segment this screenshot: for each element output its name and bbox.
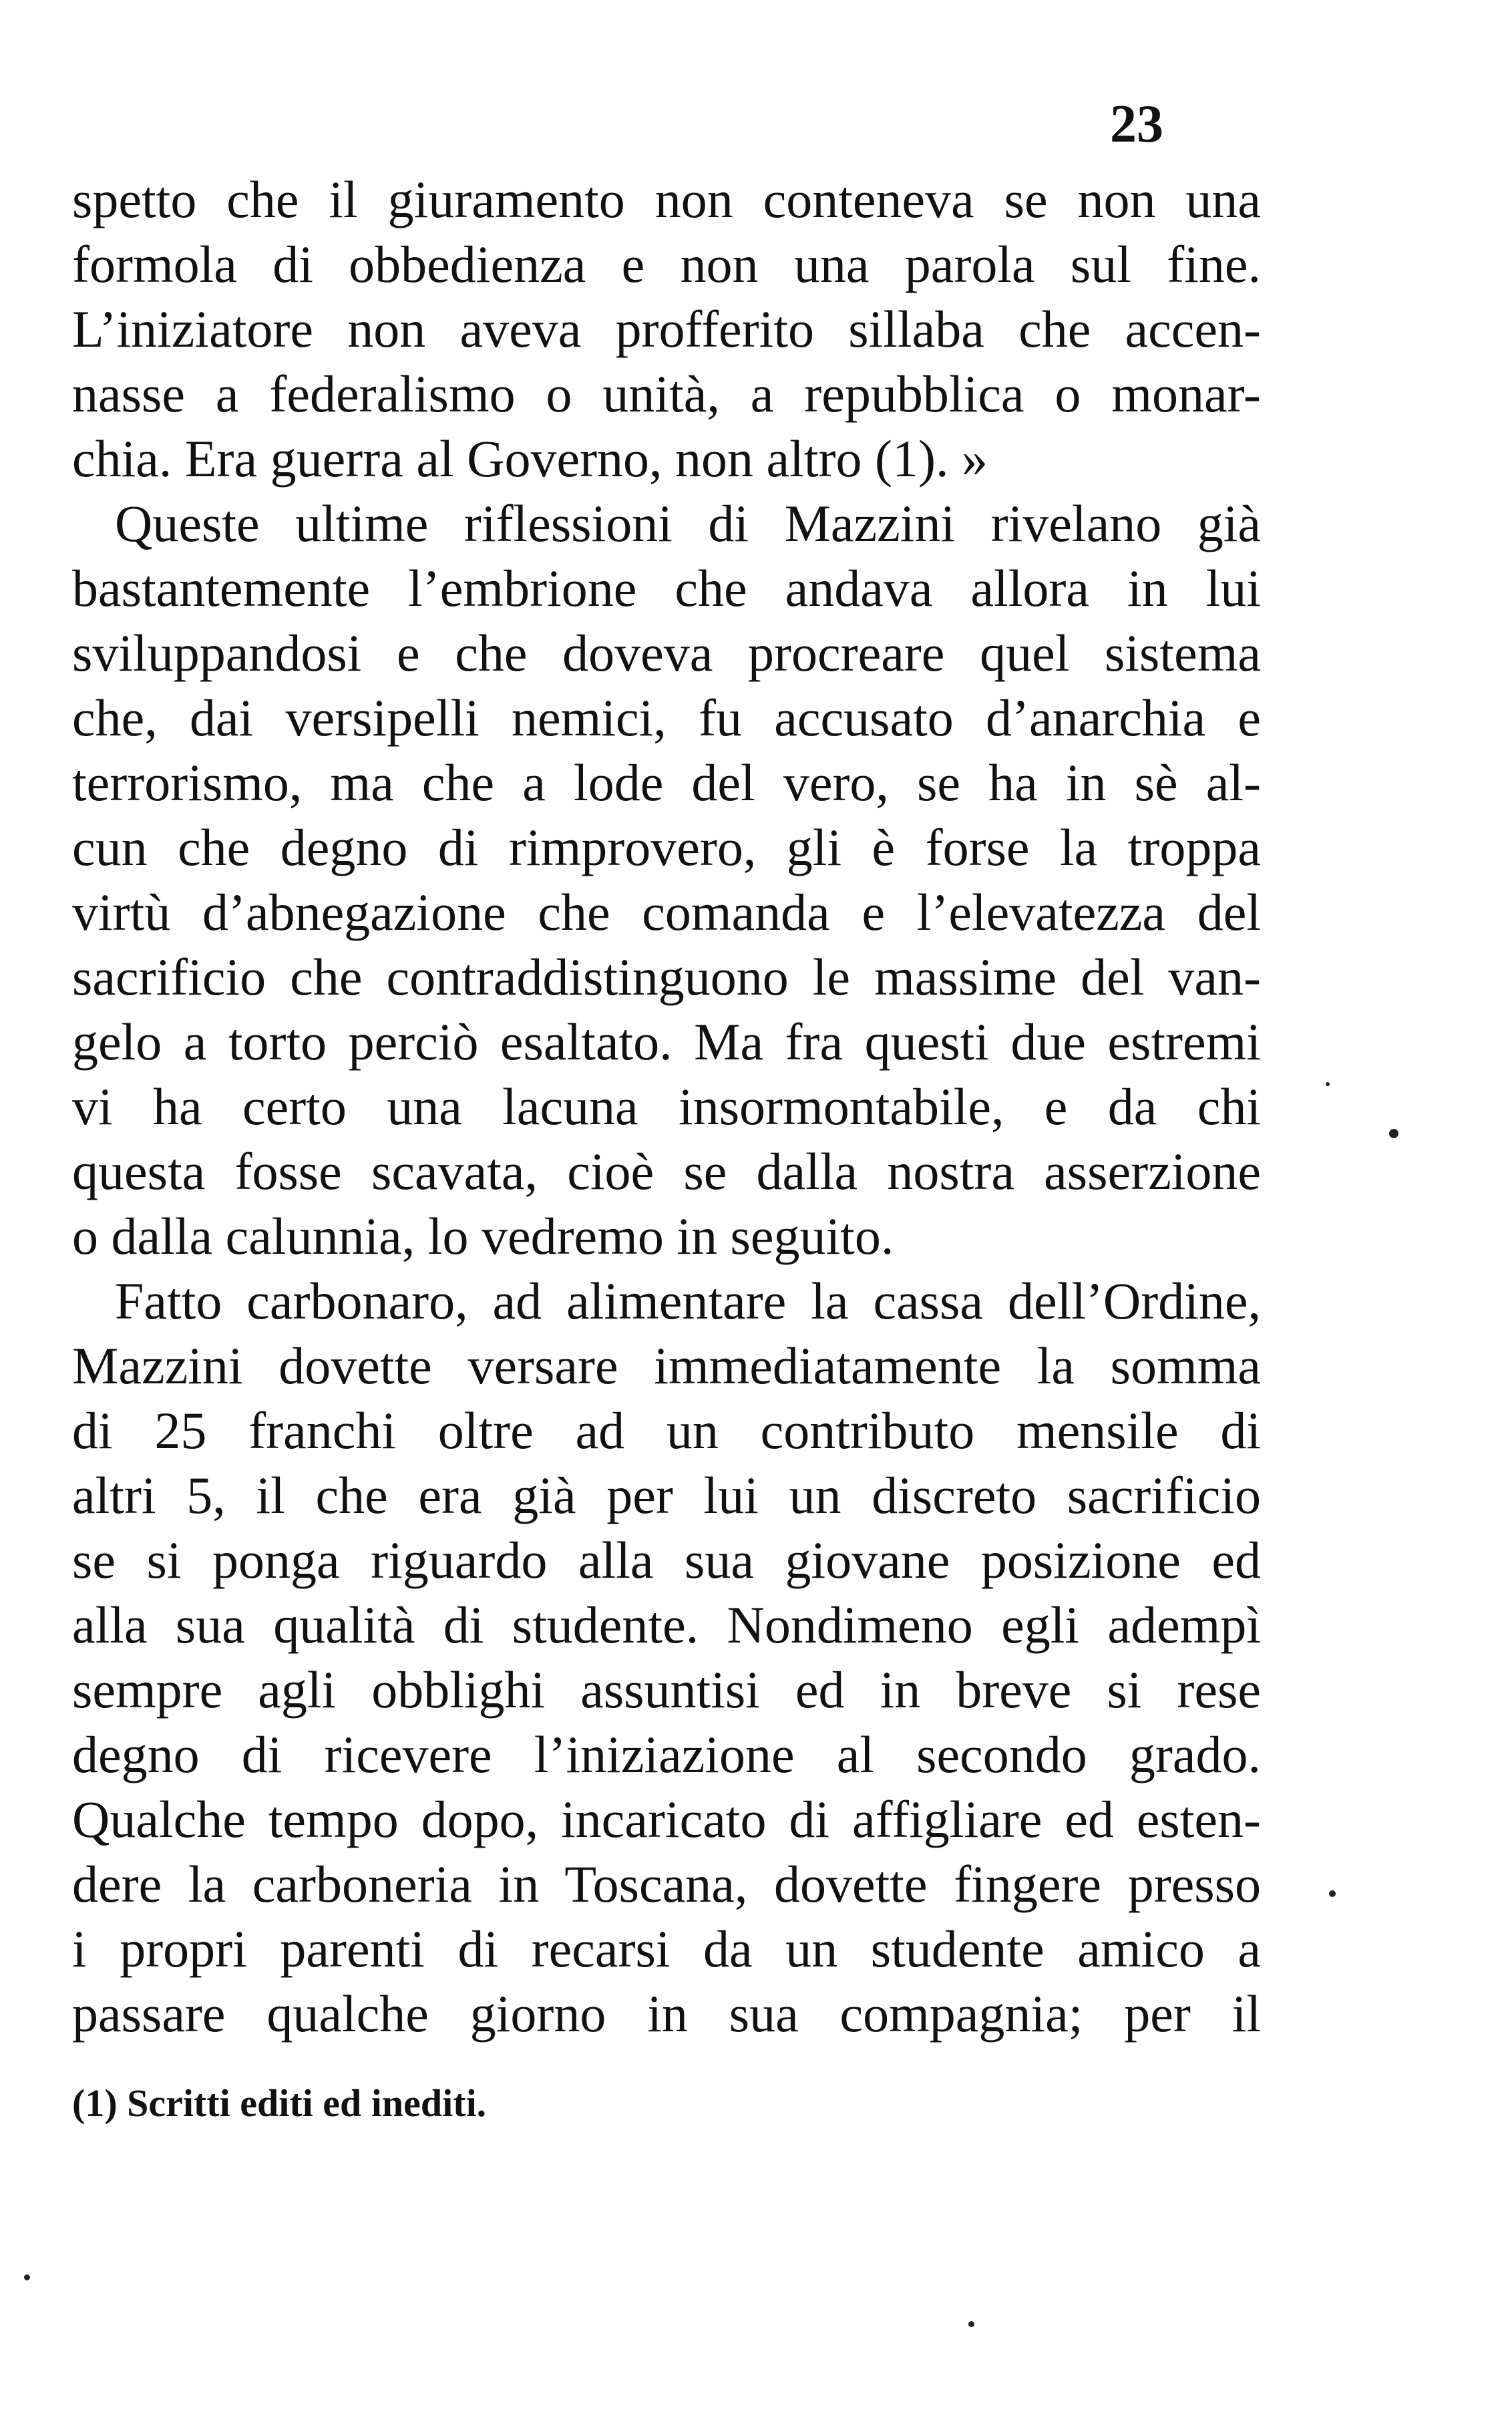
scan-speck [968,2321,974,2327]
text-line: Mazzini dovette versare immediatamente la somma [72,1337,1261,1395]
text-line: se si ponga riguardo alla sua giovane posizione ed [72,1531,1261,1589]
text-line: terrorismo, ma che a lode del vero, se ha in sè al- [72,753,1261,812]
text-line: Fatto carbonaro, ad alimentare la cassa dell’Ordine, [115,1272,1261,1330]
scan-speck [1326,1082,1330,1086]
text-line: bastantemente l’embrione che andava allora in lui [72,559,1261,617]
page-number: 23 [1110,95,1163,154]
text-line: altri 5, il che era già per lui un discreto sacrificio [72,1466,1261,1524]
scan-speck [1389,1129,1398,1138]
text-line: passare qualche giorno in sua compagnia; per il [72,1985,1261,2043]
body-text [72,167,1261,2046]
text-line: di 25 franchi oltre ad un contributo mensile di [72,1401,1261,1459]
text-line: questa fosse scavata, cioè se dalla nostra asserzione [72,1142,1261,1200]
footnote: (1) Scritti editi ed inediti. [72,2081,487,2125]
text-line: L’iniziatore non aveva profferito sillaba che accen- [72,300,1261,358]
text-line: virtù d’abnegazione che comanda e l’elevatezza del [72,883,1261,941]
text-line: i propri parenti di recarsi da un studente amico a [72,1920,1261,1978]
text-line: Qualche tempo dopo, incaricato di affigliare ed esten- [72,1790,1261,1848]
text-line: sempre agli obblighi assuntisi ed in breve si rese [72,1661,1261,1719]
text-line: che, dai versipelli nemici, fu accusato d’anarchia e [72,689,1261,747]
text-line: chia. Era guerra al Governo, non altro (1). » [72,429,988,488]
scan-speck [1329,1890,1336,1897]
text-line: degno di ricevere l’iniziazione al secondo grado. [72,1725,1261,1783]
text-line: dere la carboneria in Toscana, dovette fingere presso [72,1855,1261,1913]
text-line: sviluppandosi e che doveva procreare quel sistema [72,624,1261,682]
text-line: gelo a torto perciò esaltato. Ma fra questi due estremi [72,1013,1261,1071]
text-line: cun che degno di rimprovero, gli è forse la troppa [72,818,1261,876]
text-line: alla sua qualità di studente. Nondimeno egli adempì [72,1596,1261,1654]
scan-speck [24,2274,30,2280]
text-line: o dalla calunnia, lo vedremo in seguito. [72,1207,894,1265]
text-line: sacrificio che contraddistinguono le massime del van- [72,948,1261,1006]
text-line: vi ha certo una lacuna insormontabile, e da chi [72,1077,1261,1136]
text-line: nasse a federalismo o unità, a repubblica o monar- [72,365,1261,423]
text-line: formola di obbedienza e non una parola sul fine. [72,235,1261,293]
text-line: spetto che il giuramento non conteneva se non una [72,170,1261,228]
text-line: Queste ultime riflessioni di Mazzini rivelano già [115,494,1261,552]
